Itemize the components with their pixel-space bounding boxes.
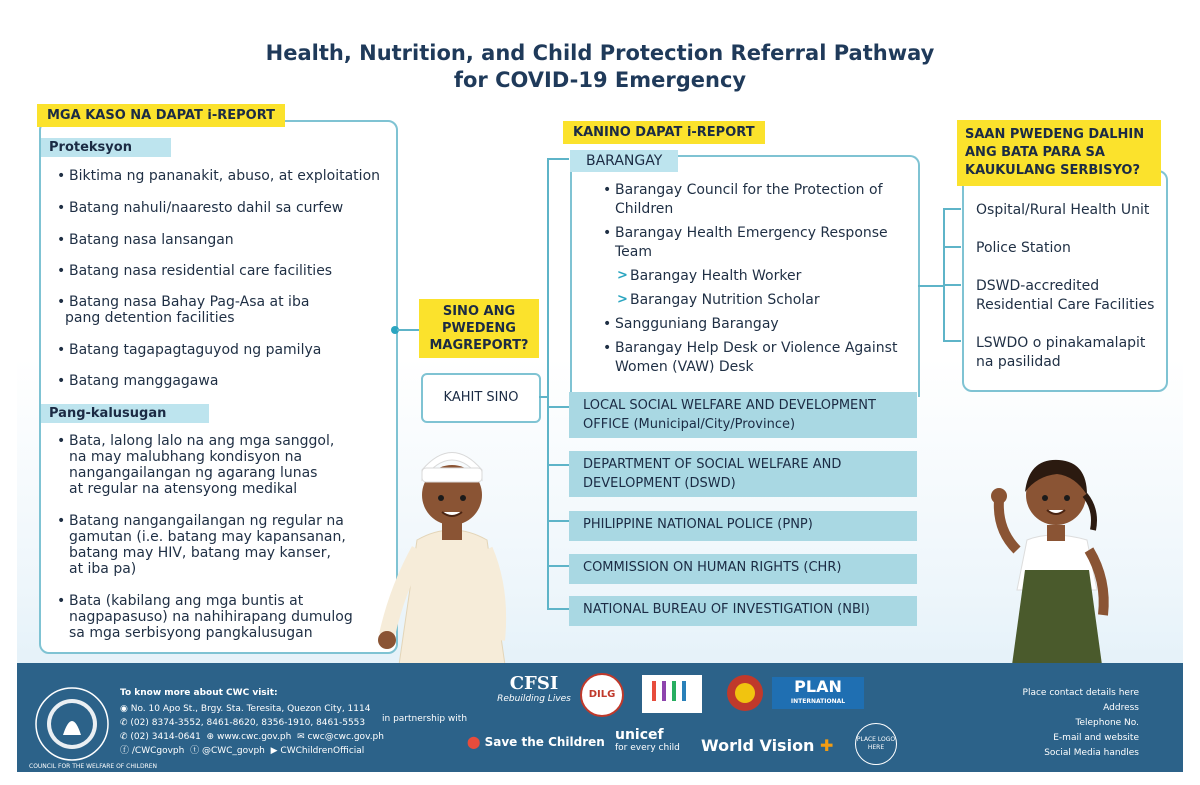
- barangay-item: • Barangay Health Emergency Response: [615, 225, 888, 242]
- phone-text: [120, 717, 365, 731]
- case-item: • Batang tagapagtaguyod ng pamilya: [69, 342, 321, 359]
- barangay-item-cont: Team: [615, 244, 653, 260]
- contact-placeholder-2: Address: [1103, 703, 1139, 713]
- facebook-icon: ⓕ: [120, 746, 132, 756]
- kahit-sino-box: KAHIT SINO: [421, 373, 541, 423]
- where-item: DSWD-accredited: [976, 278, 1100, 294]
- connector-line: [943, 284, 961, 286]
- cfsi-name: CFSI: [509, 673, 559, 694]
- twitter-icon: ⓣ: [190, 746, 202, 756]
- title-line-1: Health, Nutrition, and Child Protection Referral Pathway: [265, 41, 935, 65]
- wv-name: World Vision: [701, 736, 815, 755]
- social-row: [120, 745, 364, 759]
- case-item: • Batang nangangailangan ng regular na: [69, 513, 344, 530]
- plan-name: PLAN: [794, 677, 842, 696]
- where-item: LSWDO o pinakamalapit: [976, 335, 1146, 351]
- world-vision-logo: [701, 736, 833, 755]
- case-item-cont: pang detention facilities: [65, 310, 235, 326]
- report-to-header: KANINO DAPAT i-REPORT: [563, 121, 765, 144]
- connector-line: [943, 340, 961, 342]
- email-icon: ✉: [297, 732, 308, 742]
- org-chr: COMMISSION ON HUMAN RIGHTS (CHR): [569, 554, 917, 584]
- case-item-cont: nangangailangan ng agarang lunas: [69, 465, 318, 481]
- dilg-logo: [580, 673, 624, 717]
- barangay-subitem: Barangay Nutrition Scholar: [630, 292, 820, 308]
- contact-placeholder-5: Social Media handles: [1044, 748, 1139, 758]
- barangay-item: • Barangay Council for the Protection of: [615, 182, 883, 199]
- map-pin-icon: ◉: [120, 704, 131, 714]
- cfsi-tagline: Rebuilding Lives: [497, 694, 571, 704]
- where-header-line: SAAN PWEDENG DALHIN: [965, 127, 1145, 142]
- case-item-cont: sa mga serbisyong pangkalusugan: [69, 625, 313, 641]
- case-item-cont: na may malubhang kondisyon na: [69, 449, 303, 465]
- connector-line: [539, 396, 547, 398]
- barangay-label: BARANGAY: [570, 150, 678, 172]
- case-item-cont: at iba pa): [69, 561, 137, 577]
- barangay-item-cont: Children: [615, 201, 674, 217]
- case-item-cont: nagpapasuso) na nahihirapang dumulog: [69, 609, 353, 625]
- contact-placeholder-3: Telephone No.: [1075, 718, 1139, 728]
- case-item-cont: batang may HIV, batang may kanser,: [69, 545, 331, 561]
- unicef-tagline: for every child: [615, 743, 680, 753]
- sub-arrow-icon: >: [617, 268, 628, 283]
- case-item: • Batang nasa lansangan: [69, 232, 234, 249]
- wv-star-icon: ✚: [814, 736, 834, 755]
- org-dswd: [569, 451, 917, 497]
- connector-line: [547, 406, 569, 408]
- seal-text: COUNCIL FOR THE WELFARE OF CHILDREN: [29, 763, 158, 770]
- where-item: Ospital/Rural Health Unit: [976, 202, 1150, 218]
- org-line: OFFICE (Municipal/City/Province): [583, 417, 796, 432]
- where-item-cont: Residential Care Facilities: [976, 297, 1155, 313]
- kalusugan-label: Pang-kalusugan: [41, 404, 209, 423]
- connector-line: [547, 158, 569, 160]
- facebook-link[interactable]: /CWCgovph: [131, 746, 185, 756]
- stc-icon: ⬤: [467, 735, 485, 749]
- where-header-line: ANG BATA PARA SA: [965, 145, 1105, 160]
- connector-line: [918, 285, 944, 287]
- girl-illustration: [977, 440, 1127, 665]
- stc-name: Save the Children: [484, 735, 605, 749]
- web-link[interactable]: www.cwc.gov.ph: [216, 732, 292, 742]
- cwc-seal-icon: [33, 685, 111, 763]
- org-lswdo: [569, 392, 917, 438]
- org-line: DEVELOPMENT (DSWD): [583, 476, 736, 491]
- partnership-text: in partnership with: [382, 714, 468, 724]
- who-header-line: MAGREPORT?: [429, 338, 529, 353]
- sub-arrow-icon: >: [617, 292, 628, 307]
- connector-line: [547, 565, 569, 567]
- contact-placeholder-4: E-mail and website: [1053, 733, 1139, 743]
- connector-line: [547, 608, 569, 610]
- save-the-children-logo: [467, 735, 605, 749]
- connector-line: [547, 158, 549, 608]
- page-title: [17, 40, 1183, 94]
- where-item: Police Station: [976, 240, 1071, 256]
- unicef-logo: [615, 727, 680, 753]
- where-item-cont: na pasilidad: [976, 354, 1061, 370]
- address-text: [120, 703, 370, 717]
- connector-line: [943, 208, 945, 340]
- org-line: DEPARTMENT OF SOCIAL WELFARE AND: [583, 457, 842, 472]
- twitter-link[interactable]: @CWC_govph: [201, 746, 265, 756]
- place-logo-text: PLACE LOGO HERE: [856, 736, 896, 751]
- email-link[interactable]: cwc@cwc.gov.ph: [307, 732, 384, 742]
- phone-value: (02) 8374-3552, 8461-8620, 8356-1910, 8461-5553: [130, 718, 366, 728]
- proteksyon-label: Proteksyon: [41, 138, 171, 157]
- phone2-value: (02) 3414-0641: [130, 732, 201, 742]
- cases-header: MGA KASO NA DAPAT i-REPORT: [37, 104, 285, 127]
- org-line: LOCAL SOCIAL WELFARE AND DEVELOPMENT: [583, 398, 876, 413]
- case-item: • Batang nasa residential care facilities: [69, 263, 332, 280]
- case-item: • Batang nahuli/naaresto dahil sa curfew: [69, 200, 343, 217]
- plan-logo: [772, 677, 864, 709]
- youtube-link[interactable]: CWChildrenOfficial: [280, 746, 365, 756]
- dilg-label: DILG: [588, 689, 616, 700]
- barangay-item: • Sangguniang Barangay: [615, 316, 779, 333]
- connector-line: [397, 329, 419, 331]
- contact-placeholder-1: Place contact details here: [1022, 688, 1139, 698]
- infographic-page: [17, 20, 1183, 772]
- cfsi-logo: [494, 673, 574, 704]
- pnp-seal-icon: [725, 673, 765, 713]
- place-logo-placeholder: [855, 723, 897, 765]
- org-nbi: NATIONAL BUREAU OF INVESTIGATION (NBI): [569, 596, 917, 626]
- phone-icon: ✆: [120, 732, 131, 742]
- know-more-text: To know more about CWC visit:: [120, 688, 278, 698]
- case-item: • Batang nasa Bahay Pag-Asa at iba: [69, 294, 309, 311]
- unicef-name: unicef: [615, 727, 664, 743]
- connector-line: [943, 246, 961, 248]
- where-header-line: KAUKULANG SERBISYO?: [965, 163, 1141, 178]
- case-item: • Bata (kabilang ang mga buntis at: [69, 593, 303, 610]
- title-line-2: for COVID-19 Emergency: [453, 68, 747, 92]
- barangay-subitem: Barangay Health Worker: [630, 268, 802, 284]
- case-item: • Biktima ng pananakit, abuso, at exploitation: [69, 168, 380, 185]
- connector-line: [547, 520, 569, 522]
- case-item: • Batang manggagawa: [69, 373, 218, 390]
- who-header: [419, 299, 539, 358]
- who-header-line: SINO ANG: [442, 304, 516, 319]
- partner-logo-icon: [642, 675, 702, 713]
- barangay-item-cont: Women (VAW) Desk: [615, 359, 754, 375]
- where-header: [957, 120, 1161, 186]
- address-value: No. 10 Apo St., Brgy. Sta. Teresita, Quezon City, 1114: [130, 704, 371, 714]
- who-header-line: PWEDENG: [442, 321, 516, 336]
- plan-sub: INTERNATIONAL: [790, 698, 846, 705]
- youtube-icon: ▶: [270, 746, 281, 756]
- case-item-cont: gamutan (i.e. batang may kapansanan,: [69, 529, 346, 545]
- web-icon: ⊕: [206, 732, 217, 742]
- case-item-cont: at regular na atensyong medikal: [69, 481, 298, 497]
- barangay-item: • Barangay Help Desk or Violence Against: [615, 340, 897, 357]
- footer: [17, 663, 1183, 772]
- connector-line: [547, 464, 569, 466]
- connector-line: [943, 208, 961, 210]
- org-pnp: PHILIPPINE NATIONAL POLICE (PNP): [569, 511, 917, 541]
- phone-icon: ✆: [120, 718, 131, 728]
- case-item: • Bata, lalong lalo na ang mga sanggol,: [69, 433, 334, 450]
- boy-illustration: [377, 440, 527, 665]
- contact-row: [120, 731, 384, 745]
